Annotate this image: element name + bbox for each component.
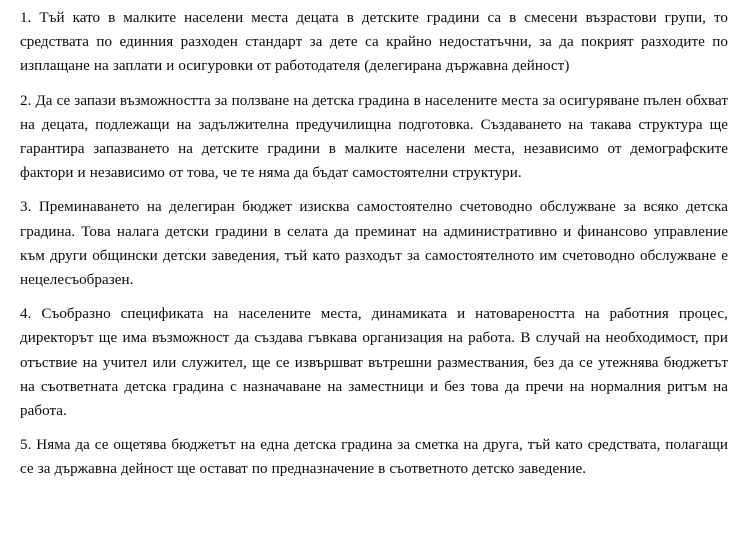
- paragraph-item-5: 5. Няма да се ощетява бюджетът на една детска градина за сметка на друга, тъй като средствата, полагащи се за държавна дейност ще остават по предназначение в съответното детско заведение.: [20, 437, 728, 478]
- paragraph-item-3: 3. Преминаването на делегиран бюджет изисква самостоятелно счетоводно обслужване за всяко детска градина. Това налага детски градини в селата да преминат на административно и финансово управление към други общински детски заведения, тъй като разходът за самостоятелното им счетоводно обслужване е нецелесъобразен.: [20, 199, 728, 289]
- paragraph-item-1: 1. Тъй като в малките населени места децата в детските градини са в смесени възрастови групи, то средствата по единния разходен стандарт за дете са крайно недостатъчни, за да покрият разходите по изплащане на заплати и осигуровки от работодателя (делегирана държавна дейност): [20, 10, 728, 75]
- paragraph-item-4: 4. Съобразно спецификата на населените места, динамиката и натовареността на работния процес, директорът ще има възможност да създава гъвкава организация на работа. В случай на необходимост, при отъствие на учител или служител, ще се извършват вътрешни размествания, без да се утежнява бюджетът на съответната детска градина с назначаване на заместници и без това да пречи на нормалния ритъм на работа.: [20, 306, 728, 420]
- paragraph-item-2: 2. Да се запази възможността за ползване на детска градина в населените места за осигуряване пълен обхват на децата, подлежащи на задължителна предучилищна подготовка. Създаването на такава структура ще гарантира запазването на детските градини в малките населени места, независимо от демографските фактори и независимо от това, че те няма да бъдат самостоятелни структури.: [20, 92, 728, 182]
